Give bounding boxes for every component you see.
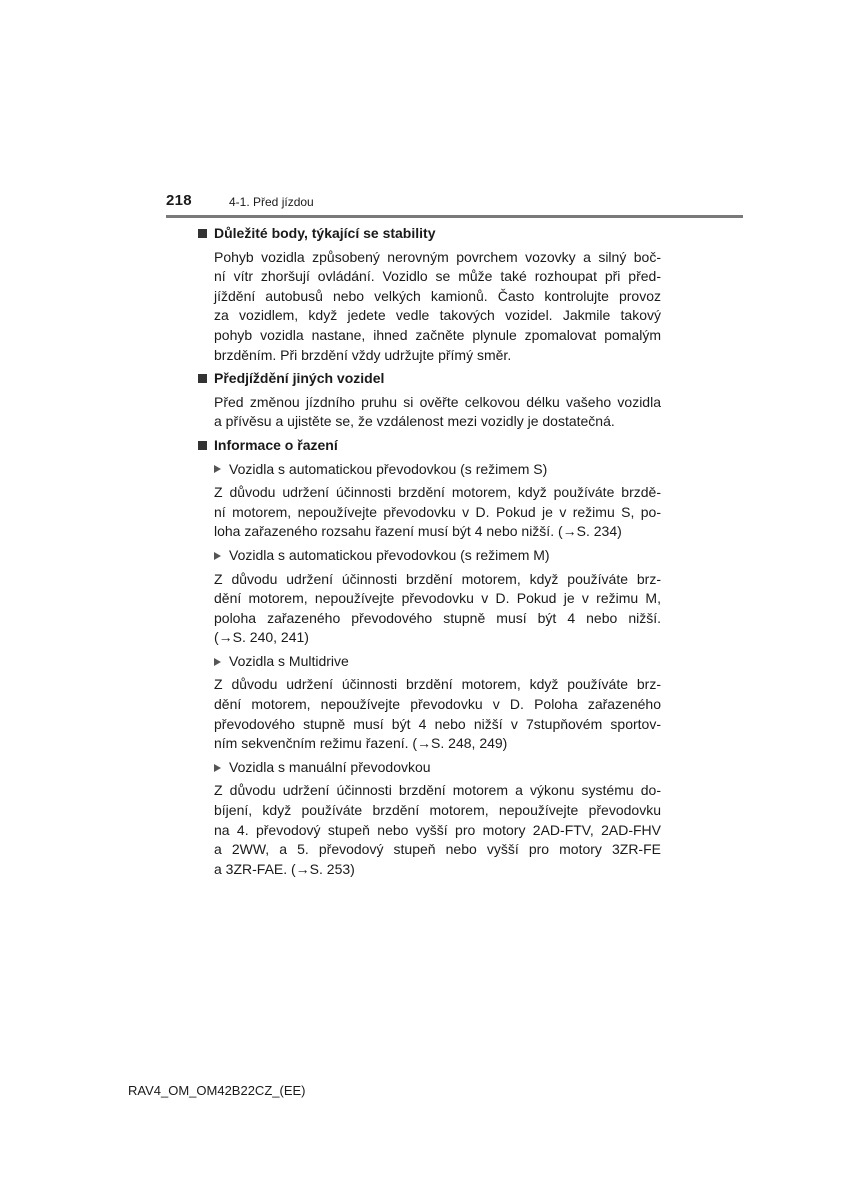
square-bullet-icon: [198, 229, 207, 238]
heading-text: Důležité body, týkající se stability: [214, 225, 436, 241]
subitem-title: Vozidla s Multidrive: [229, 652, 349, 669]
section-heading-stability: [198, 224, 661, 244]
text-line: na 4. převodový stupeň nebo vyšší pro motory 2AD-FTV, 2AD-FHV: [214, 821, 661, 838]
text-line: bíjení, když používáte brzdění motorem, nepoužívejte převodovku: [214, 802, 661, 819]
heading-text: Informace o řazení: [214, 436, 338, 453]
paragraph-automatic-s: [214, 483, 661, 542]
paragraph-manual: [214, 781, 661, 879]
subitem-title: Vozidla s manuální převodovkou: [229, 758, 431, 775]
section-header: 4-1. Před jízdou: [229, 195, 314, 209]
text-line: Před změnou jízdního pruhu si ověřte celkovou délku vašeho vozidla: [214, 393, 661, 410]
subitem-title: Vozidla s automatickou převodovkou (s režimem S): [229, 460, 548, 477]
text-line: a 3ZR-FAE. (→S. 253): [214, 860, 355, 877]
document-code-footer: RAV4_OM_OM42B22CZ_(EE): [128, 1083, 306, 1098]
header-rule: [166, 215, 743, 218]
text-line: pohyb vozidla nastane, ihned začněte plynule zpomalovat pomalým: [214, 326, 661, 343]
subitem-automatic-m: [214, 546, 661, 566]
subitem-title: Vozidla s automatickou převodovkou (s režimem M): [229, 546, 550, 563]
main-content: [198, 224, 661, 883]
text-line: jíždění autobusů nebo velkých kamionů. Často kontrolujte provoz: [214, 287, 661, 304]
triangle-bullet-icon: [214, 764, 221, 772]
text-line: (→S. 240, 241): [214, 629, 309, 646]
text-line: převodového stupně musí být 4 nebo nižší v 7stupňovém sportov-: [214, 715, 661, 732]
paragraph-stability: [214, 248, 661, 366]
text-line: Z důvodu udržení účinnosti brzdění motorem, když používáte brz-: [214, 570, 661, 587]
subitem-multidrive: [214, 652, 661, 672]
subitem-automatic-s: [214, 460, 661, 480]
paragraph-overtaking: [214, 393, 661, 432]
triangle-bullet-icon: [214, 465, 221, 473]
text-line: loha zařazeného rozsahu řazení musí být 4 nebo nižší. (→S. 234): [214, 523, 622, 540]
text-line: Z důvodu udržení účinnosti brzdění motorem, když používáte brzdě-: [214, 484, 661, 501]
text-line: ním sekvenčním režimu řazení. (→S. 248, 249): [214, 735, 508, 752]
text-line: dění motorem, nepoužívejte převodovku v D. Pokud je v režimu M,: [214, 590, 661, 607]
text-line: ní vítr zhoršují ovládání. Vozidlo se může také rozhoupat při před-: [214, 268, 661, 285]
text-line: brzděním. Při brzdění vždy udržujte přímý směr.: [214, 346, 512, 363]
text-line: poloha zařazeného převodového stupně musí být 4 nebo nižší.: [214, 609, 661, 626]
subitem-manual: [214, 758, 661, 778]
section-heading-shifting: [198, 436, 661, 456]
text-line: za vozidlem, když jedete vedle takových vozidel. Jakmile takový: [214, 307, 661, 324]
triangle-bullet-icon: [214, 552, 221, 560]
text-line: Pohyb vozidla způsobený nerovným povrchem vozovky a silný boč-: [214, 248, 661, 265]
text-line: a přívěsu a ujistěte se, že vzdálenost mezi vozidly je dostatečná.: [214, 413, 615, 430]
square-bullet-icon: [198, 441, 207, 450]
page-number: 218: [166, 192, 192, 209]
text-line: ní motorem, nepoužívejte převodovku v D. Pokud je v režimu S, po-: [214, 503, 661, 520]
heading-text: Předjíždění jiných vozidel: [214, 370, 385, 387]
paragraph-multidrive: [214, 675, 661, 753]
triangle-bullet-icon: [214, 658, 221, 666]
text-line: Z důvodu udržení účinnosti brzdění motorem, když používáte brz-: [214, 676, 661, 693]
square-bullet-icon: [198, 374, 207, 383]
text-line: a 2WW, a 5. převodový stupeň nebo vyšší pro motory 3ZR-FE: [214, 841, 661, 858]
paragraph-automatic-m: [214, 570, 661, 648]
section-heading-overtaking: [198, 369, 661, 389]
text-line: dění motorem, nepoužívejte převodovku v D. Poloha zařazeného: [214, 696, 661, 713]
text-line: Z důvodu udržení účinnosti brzdění motorem a výkonu systému do-: [214, 782, 661, 799]
